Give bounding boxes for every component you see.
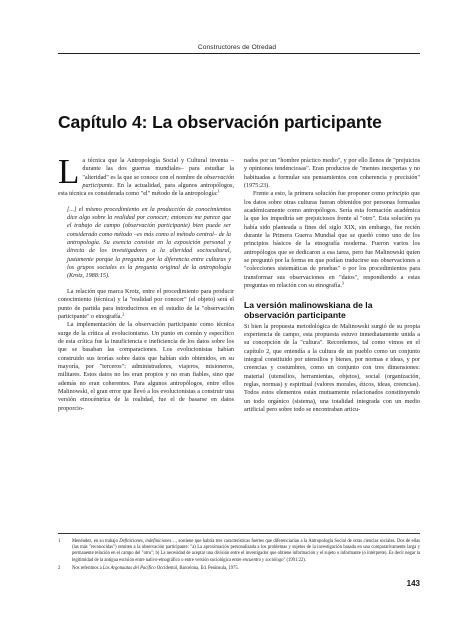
paragraph — [244, 190, 420, 290]
footnote-text: Menéndez, en su trabajo — [72, 539, 120, 544]
chapter-title: Capítulo 4: La observación participante — [58, 112, 382, 132]
paragraph-text-a: Frente a esto, la primera solución fue proponer como — [253, 191, 387, 198]
running-head: Constructores de Otredad — [197, 44, 277, 51]
intro-term: observación participante — [82, 174, 234, 190]
footnote-number: 2 — [58, 565, 61, 571]
paragraph: Si bien la propuesta metodológica de Malinowski surgió de su propia experiencia de campo, esta propuesta estuvo inmediatamente unida a su concepción de la "cultura". Recordemos, tal como vimos en el capítulo 2, que entendía a la cultura de un pueblo como un conjunto integral constituido por utensilios y bienes, por normas e ideas, y por creencias y costumbres, como un conjunto con tres dimensiones: material (utensilios, herramientas, objetos), social (organización, reglas, normas) y espiritual (valores morales, éticos, ideas, creencias). Todos estos elementos están mutuamente relacionados constituyendo un todo orgánico (sistema), una totalidad integrada con un medio artificial pero sobre todo se encontraban articu- — [244, 323, 420, 413]
emphasized-term: principio — [386, 191, 410, 198]
footnote-text: " (1991:22). — [283, 557, 306, 563]
footnote-text: …, sostiene que habría tres características fuertes que diferenciarían a la Antropología Social de otras ciencias sociales. Dos de ellas (las más "reconocidas") remiten a la observación participante: "a) La aproximación personalizada a los problemas y sujetos de la investigación basada en una comparativamente larga y permanente relación en el campo del "otro"; b) La necesidad de aceptar una división entre el investigador que obtiene información y el sujeto o informante (o intérprete). Es decir negar la legitimidad de la antigua escisión entre nativo-etnográfico o entre versión sociológica entre — [72, 539, 420, 563]
footnote-1 — [58, 539, 420, 564]
header-rule — [58, 53, 420, 54]
paragraph-text: La relación que marca Krotz, entre el procedimiento para producir conocimiento (técnica) y la "realidad por conocer" (el objeto) será el punto de partida para introducirnos en el estudio de la "observación participante" o etnografía. — [58, 288, 234, 320]
footnote-ref[interactable]: 3 — [341, 280, 344, 286]
left-column — [58, 152, 234, 413]
footnote-ref[interactable]: 1 — [217, 188, 220, 194]
footnote-number: 1 — [58, 539, 61, 544]
block-quote: [...] el mismo procedimiento en la producción de conocimientos dice algo sobre la realidad por conocer; entonces me parece que el trabajo de campo (observación participante) bien puede ser considerado como método –es más como el método central– de la antropología. Su esencia consiste en la exposición personal y directa de los investigadores a la alteridad sociocultural, justamente porque la pregunta por la diferencia entre culturas y los grupos sociales es la pregunta original de la antropología (Krotz, 1988:15). — [67, 206, 231, 280]
footnote-rule — [58, 533, 420, 534]
page-number: 143 — [406, 579, 420, 588]
footnote-title: Definiciones, indefiniciones — [119, 539, 172, 544]
footnotes — [58, 539, 420, 574]
intro-text-b: . En la actualidad, para algunos antropólogos, esta técnica es considerada como "el" método de la antropología: — [58, 183, 234, 198]
paragraph: La implementación de la observación participante como técnica surge de la crítica al evolucionismo. Un punto en común y específico de esta crítica fue la insuficiencia e ineficiencia de los datos sobre los que se basaban las comparaciones. Los evolucionistas habían construido sus teorías sobre datos que habían sido obtenidos, en su mayoría, por "terceros": administradores, viajeros, misioneros, militares. Estos datos no les eran propios y no eran fiables, sino que además no eran coherentes. Para algunos antropólogos, entre ellos Malinowski, el gran error que llevó a los evolucionistas a construir una versión etnocéntrica de la realidad, fue el de basarse en datos proporcio- — [58, 322, 234, 412]
footnote-text: Nos referimos a — [72, 565, 103, 571]
drop-cap: L — [58, 152, 80, 191]
paragraph-text-b: que los datos sobre otras culturas fueran obtenidos por personas formadas académicamente como antropólogos. Sería esta formación académica la que les impediría ser prejuiciosos frente al "otro". Esta solución ya había sido planteada a fines del siglo XIX, sin embargo, fue recién durante la Primera Guerra Mundial que se quedó como uno de los principios básicos de la etnografía moderna. Fueron varios los antropólogos que se dedicaron a esa tarea, pero fue Malinowski quien se preguntó por la forma en que podían traducirse sus observaciones a "colecciones sistemáticas de pruebas" o por los procedimientos para transformar sus observaciones en "datos", respondiendo a estas preguntas en relación con su etnografía. — [244, 191, 421, 290]
footnote-ref[interactable]: 2 — [122, 311, 125, 317]
footnote-title: Los Argonautas del Pacífico Occidental — [102, 565, 178, 571]
footnote-text: , Barcelona, Ed. Península, 1975. — [177, 565, 239, 571]
intro-text-a: a técnica que la Antropología Social y Cultural inventa –durante las dos guerras mundiales– para estudiar la "alteridad" es la que se conoce con el nombre de — [82, 158, 234, 181]
footnote-2 — [58, 566, 420, 572]
footnote-title: encuentro y sociólogo — [242, 557, 284, 563]
intro-paragraph — [58, 152, 234, 199]
paragraph — [58, 288, 234, 321]
section-heading: La versión malinowskiana de la observación participante — [244, 299, 373, 320]
paragraph: nados por un "hombre práctico medio", y por ello llenos de "prejuicios y opiniones tendenciosas". Eran productos de "mentes inexpertas y no habituadas a formular sus pensamientos con coherencia y precisión" (1975:23). — [244, 158, 420, 190]
right-column — [244, 157, 420, 414]
